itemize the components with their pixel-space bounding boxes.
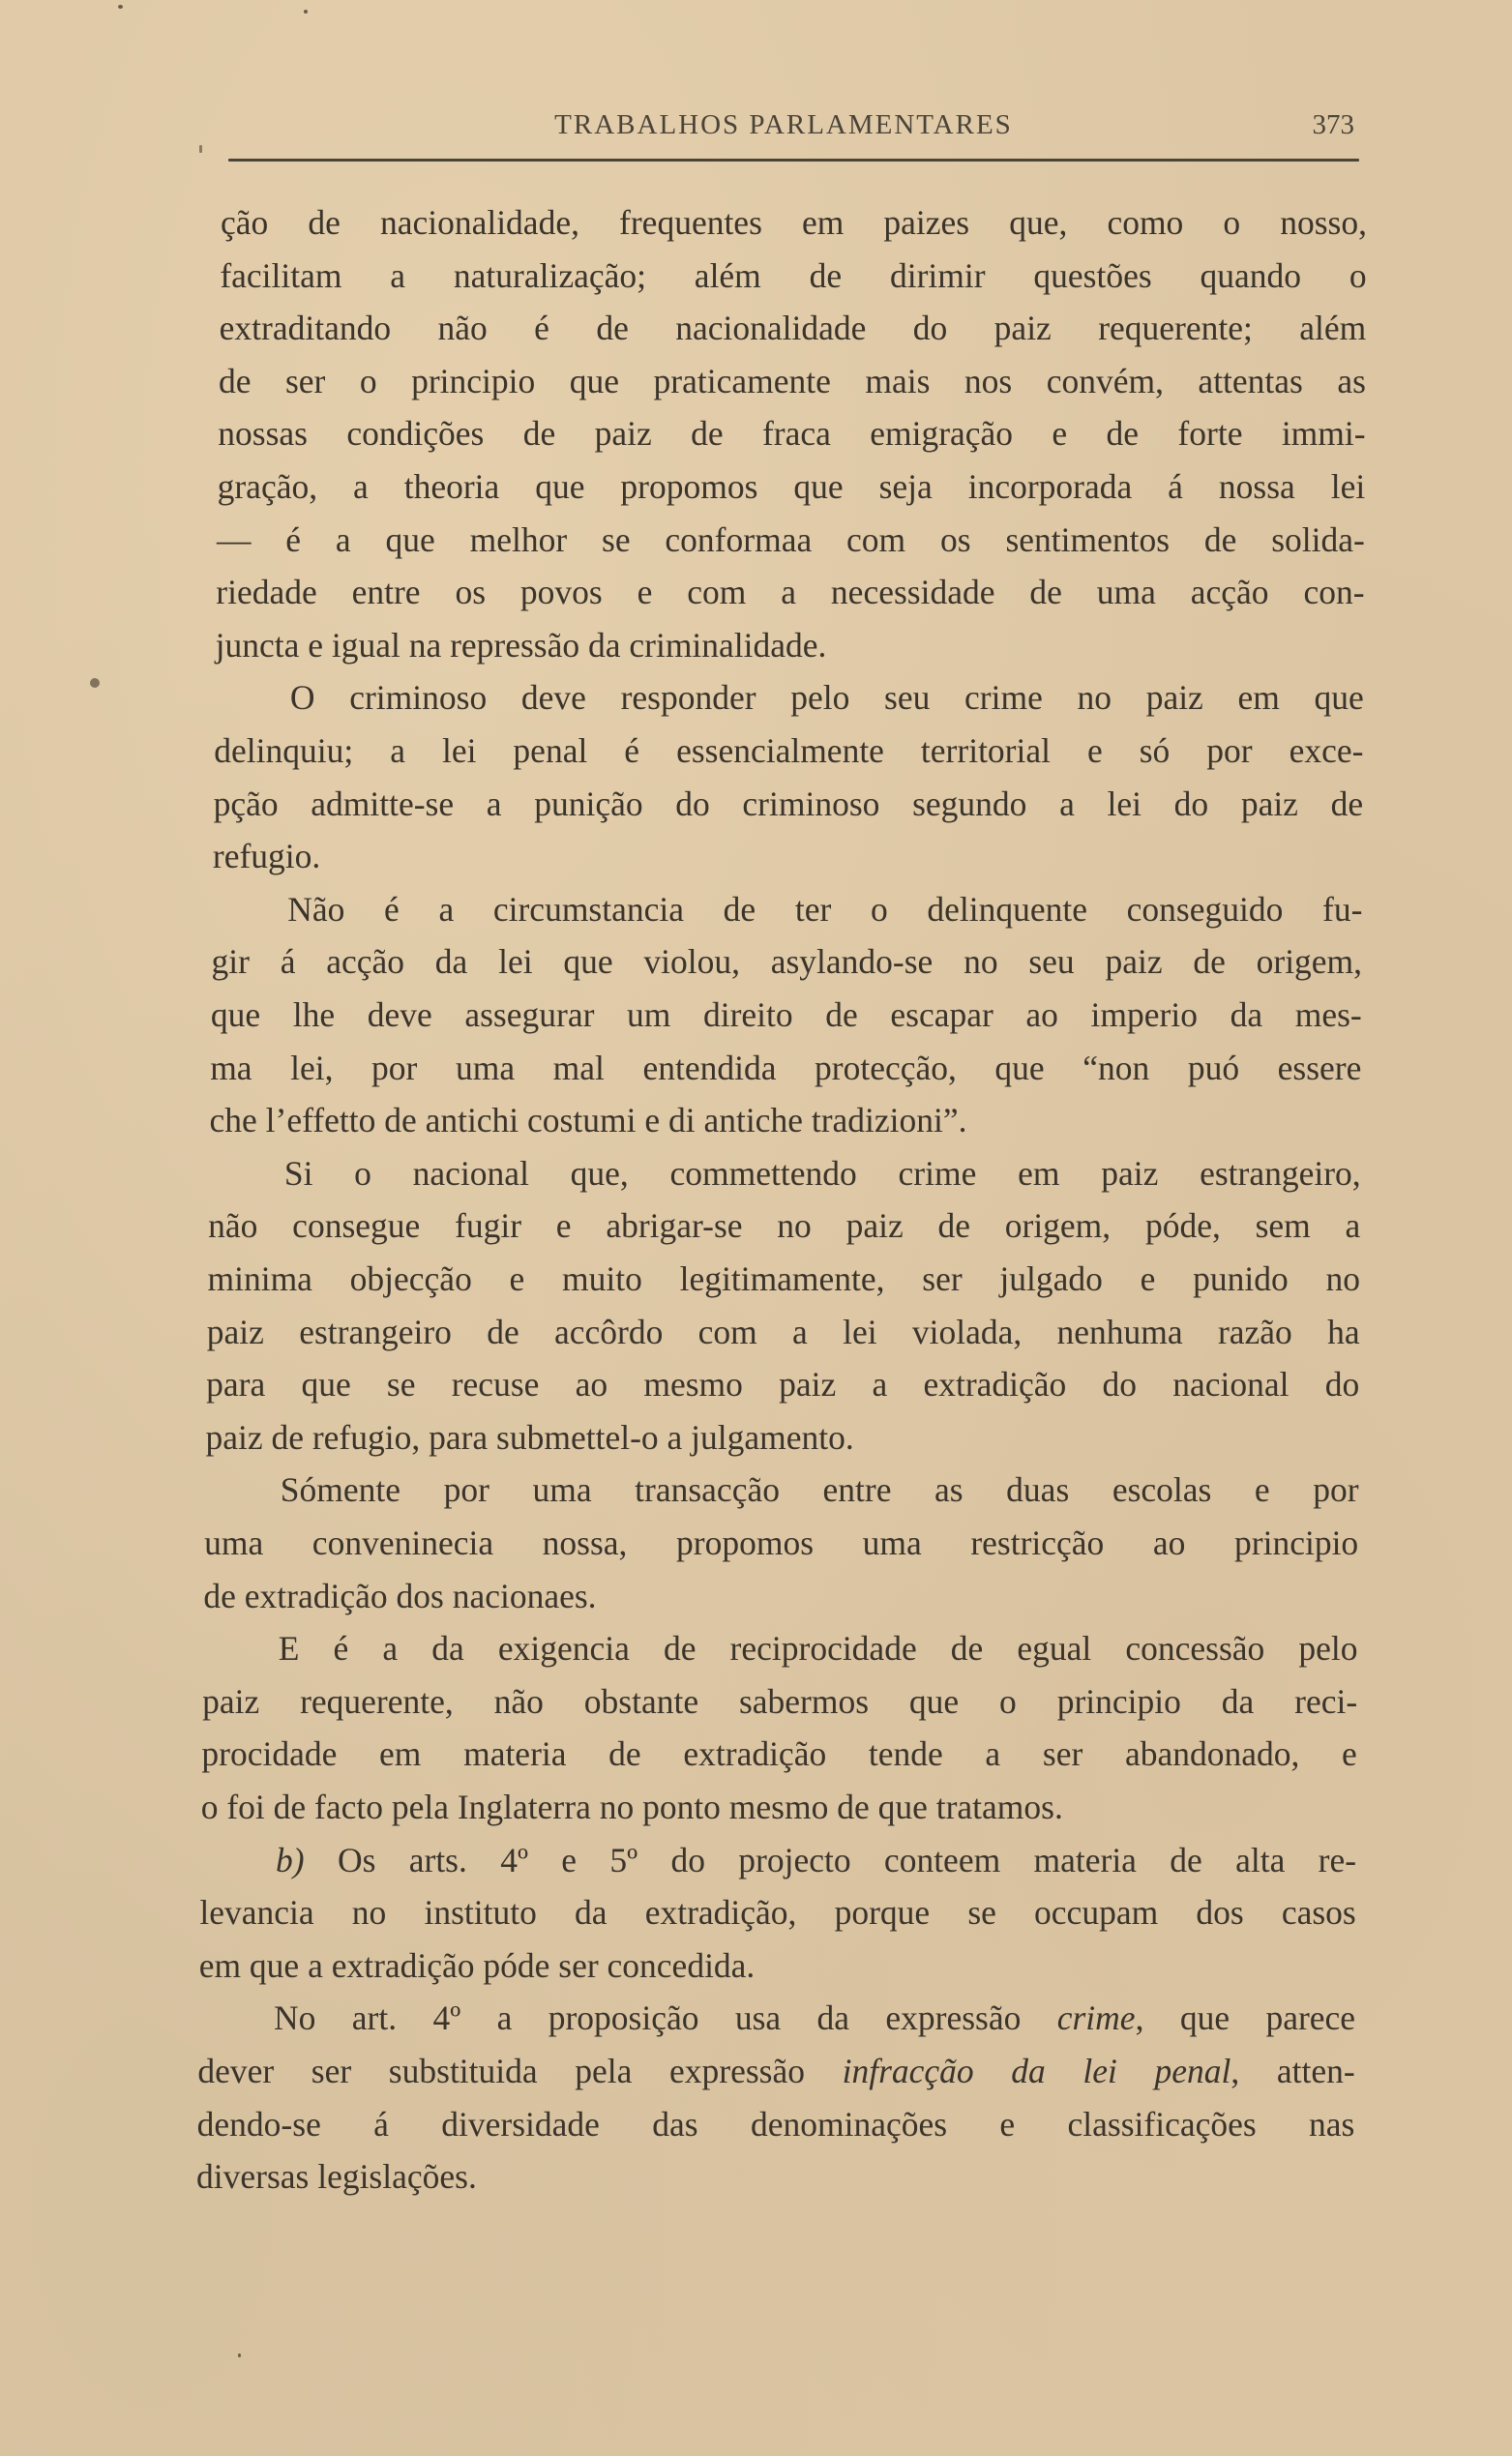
text-line: dever ser substituida pela expressão infracção da lei penal, atten- (197, 2052, 1355, 2090)
text-line: E é a da exigencia de reciprocidade de egual concessão pelo (278, 1629, 1358, 1669)
text-line: delinquiu; a lei penal é essencialmente territorial e só por exce- (214, 731, 1364, 770)
text-line: paiz requerente, não obstante sabermos que o principio da reci- (202, 1681, 1358, 1721)
text-line: Si o nacional que, commettendo crime em paiz estrangeiro, (283, 1153, 1361, 1193)
text-line: O criminoso deve responder pelo seu crime no paiz em que (289, 678, 1364, 718)
section-marker: b) (276, 1840, 305, 1879)
text-line: procidade em materia de extradição tende a ser abandonado, e (201, 1734, 1357, 1774)
scan-speck (90, 678, 100, 688)
text-line: juncta e igual na repressão da criminalidade. (215, 625, 827, 665)
text-line: de ser o principio que praticamente mais nos convém, attentas as (218, 361, 1366, 400)
text-line: extraditando não é de nacionalidade do paiz requerente; além (219, 309, 1367, 348)
text-line: gir á acção da lei que violou, asylando-se no seu paiz de origem, (211, 942, 1363, 982)
text-line: nossas condições de paiz de fraca emigração e de forte immi- (218, 414, 1366, 454)
text-line: levancia no instituto da extradição, porque se occupam dos casos (199, 1893, 1356, 1933)
text-line: para que se recuse ao mesmo paiz a extradição do nacional do (206, 1365, 1360, 1405)
running-header-title: TRABALHOS PARLAMENTARES (554, 109, 1013, 140)
text-line: paiz de refugio, para submettel-o a julgamento. (205, 1417, 854, 1457)
text-line: de extradição dos nacionaes. (203, 1576, 597, 1615)
scan-speck (238, 2353, 241, 2357)
text-line: uma conveninecia nossa, propomos uma restricção ao principio (204, 1524, 1359, 1562)
text-line: gração, a theoria que propomos que seja incorporada á nossa lei (217, 467, 1366, 506)
text-line: refugio. (212, 837, 321, 876)
text-line: Não é a circumstancia de ter o delinquente conseguido fu- (287, 889, 1363, 929)
text-line: No art. 4º a proposição usa da expressão crime, que parece (274, 1998, 1356, 2038)
text-line: em que a extradição póde ser concedida. (198, 1945, 756, 1985)
text-line: ção de nacionalidade, frequentes em paizes que, como o nosso, (221, 203, 1367, 242)
scan-speck (118, 5, 123, 9)
text-line: riedade entre os povos e com a necessidade de uma acção con- (216, 573, 1365, 612)
text-line: Sómente por uma transacção entre as duas escolas e por (280, 1470, 1359, 1510)
text-line: b) Os arts. 4º e 5º do projecto conteem materia de alta re- (276, 1840, 1357, 1879)
text-line: facilitam a naturalização; além de dirimir questões quando o (220, 255, 1367, 295)
text-line: pção admitte-se a punição do criminoso segundo a lei do paiz de (213, 784, 1364, 823)
text-line: — é a que melhor se conformaa com os sentimentos de solida- (216, 519, 1365, 559)
text-line: minima objecção e muito legitimamente, ser julgado e punido no (207, 1259, 1360, 1298)
text-line: que lhe deve assegurar um direito de escapar ao imperio da mes- (210, 995, 1362, 1034)
text-line: paiz estrangeiro de accôrdo com a lei violada, nenhuma razão ha (206, 1312, 1360, 1351)
page-number: 373 (1312, 109, 1354, 140)
italic-term: crime (1056, 1998, 1136, 2038)
italic-term: infracção da lei penal (842, 2052, 1231, 2090)
text-line: che l’effetto de antichi costumi e di antiche tradizioni”. (209, 1101, 967, 1140)
text-line: não consegue fugir e abrigar-se no paiz de origem, póde, sem a (208, 1206, 1361, 1246)
text-line: o foi de facto pela Inglaterra no ponto mesmo de que tratamos. (200, 1788, 1063, 1826)
text-line: diversas legislações. (196, 2157, 477, 2197)
text-line: ma lei, por uma mal entendida protecção, que “non puó essere (210, 1048, 1362, 1087)
scan-speck (304, 10, 308, 14)
text-line: dendo-se á diversidade das denominações e classificações nas (196, 2104, 1355, 2144)
